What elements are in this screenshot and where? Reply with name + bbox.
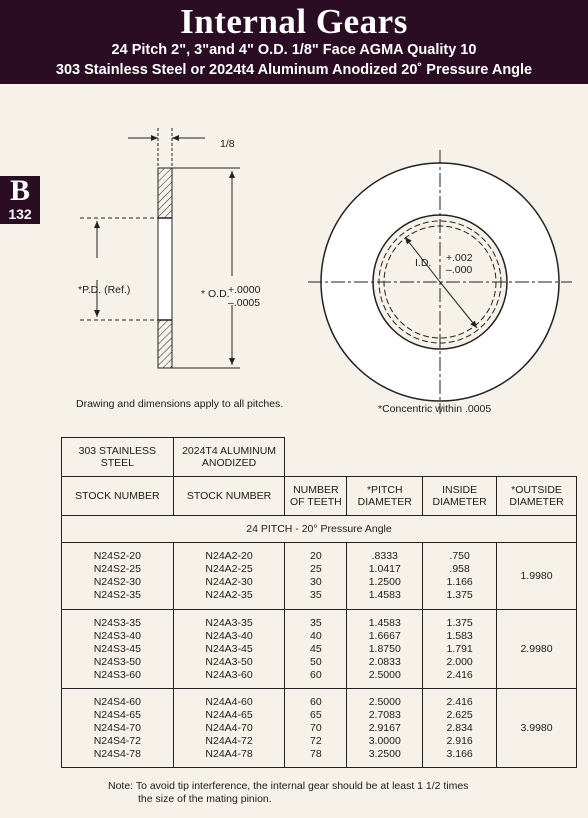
cell-value: 2.625 [446,708,473,721]
cell-value: N24A3-50 [205,655,253,668]
cell-value: 70 [310,721,322,734]
cell-value: N24S4-70 [93,721,141,734]
od-tolerance-plus: +.0000 [228,284,261,296]
gear-spec-table [61,437,577,768]
cell-value: N24S3-35 [93,616,141,629]
cell-value: .958 [449,563,470,575]
cell-value: N24A4-72 [205,734,253,747]
cell-value: 2.416 [446,695,473,708]
section-page-number: 132 [8,206,32,222]
cell-value: 3.2500 [368,747,401,760]
cell-value: N24S3-50 [93,655,141,668]
col-header-al-stock: STOCK NUMBER [173,477,285,516]
cell-value: 40 [310,629,322,642]
cell-value: 1.791 [446,642,473,655]
ss-stock-cell [62,610,174,689]
id-tolerance-plus: +.002 [446,252,473,264]
pitch-row [62,516,577,543]
page-title: Internal Gears [180,2,408,41]
cell-value: N24S3-60 [93,668,141,681]
cell-value: 3.0000 [368,734,401,747]
cell-value: N24S4-65 [93,708,141,721]
pitch-label: 24 PITCH - 20° Pressure Angle [62,516,577,543]
cell-value: 1.166 [446,576,473,588]
cell-value: N24A3-45 [205,642,253,655]
inside-diameter-cell [423,689,497,768]
pitch-diameter-cell [347,689,423,768]
outside-diameter-cell: 2.9980 [497,610,577,689]
ss-stock-cell [62,543,174,610]
pitch-diameter-cell [347,610,423,689]
od-tolerance-minus: –.0005 [228,297,261,309]
cell-value: 1.2500 [368,576,401,588]
cell-value: N24S4-60 [93,695,141,708]
cell-value: N24A4-78 [205,747,253,760]
cell-value: N24S3-40 [93,629,141,642]
cell-value: 1.375 [446,589,473,601]
col-header-inside-diameter: INSIDE DIAMETER [423,477,497,516]
teeth-cell [285,610,347,689]
cell-value: 2.000 [446,655,473,668]
cell-value: 2.5000 [368,668,401,681]
cell-value: 25 [310,563,322,575]
tip-interference-note [108,780,469,806]
al-stock-cell [173,543,285,610]
cell-value: 1.6667 [368,629,401,642]
cell-value: N24S2-30 [93,576,141,588]
inside-diameter-label: I.D. [415,257,432,269]
cell-value: 60 [310,695,322,708]
spec-subtitle-line-2: 303 Stainless Steel or 2024t4 Aluminum Anodized 20˚ Pressure Angle [55,62,533,78]
cell-value: N24A2-20 [205,550,253,562]
cell-value: N24S2-35 [93,589,141,601]
cell-value: N24A2-25 [205,563,253,575]
id-tolerance-minus: –.000 [446,264,473,276]
cell-value: .750 [449,550,470,562]
cell-value: 30 [310,576,322,588]
cell-value: 2.416 [446,668,473,681]
cell-value: N24S4-72 [93,734,141,747]
cell-value: 1.8750 [368,642,401,655]
cell-value: 1.583 [446,629,473,642]
outside-diameter-label: * O.D. [201,288,230,300]
cell-value: 3.166 [446,747,473,760]
outside-diameter-cell: 3.9980 [497,689,577,768]
al-stock-cell [173,610,285,689]
cell-value: 65 [310,708,322,721]
teeth-cell [285,543,347,610]
cell-value: 72 [310,734,322,747]
front-view-ring [308,150,572,414]
material-header-aluminum: 2024T4 ALUMINUM ANODIZED [173,438,285,477]
cell-value: N24S3-45 [93,642,141,655]
cell-value: N24A4-65 [205,708,253,721]
table-row [62,689,577,768]
gear-drawing [0,84,588,414]
cell-value: 60 [310,668,322,681]
cell-value: 2.0833 [368,655,401,668]
col-header-ss-stock: STOCK NUMBER [62,477,174,516]
cell-value: 20 [310,550,322,562]
concentric-note: *Concentric within .0005 [378,403,492,415]
side-section-view [80,128,240,368]
cell-value: 2.916 [446,734,473,747]
pitch-diameter-cell [347,543,423,610]
cell-value: 45 [310,642,322,655]
drawing-caption: Drawing and dimensions apply to all pitches. [76,398,284,410]
cell-value: 78 [310,747,322,760]
cell-value: 1.4583 [368,589,401,601]
pitch-diameter-label: *P.D. (Ref.) [78,284,131,296]
cell-value: 2.7083 [368,708,401,721]
page-header [0,0,588,84]
cell-value: N24A2-35 [205,589,253,601]
cell-value: 2.5000 [368,695,401,708]
cell-value: N24A3-35 [205,616,253,629]
cell-value: 1.0417 [368,563,401,575]
col-header-pitch-diameter: *PITCH DIAMETER [347,477,423,516]
note-line-2: the size of the mating pinion. [138,793,272,805]
cell-value: 35 [310,616,322,629]
ss-stock-cell [62,689,174,768]
spec-subtitle-line-1: 24 Pitch 2", 3"and 4" O.D. 1/8" Face AGMA Quality 10 [111,42,477,58]
cell-value: 35 [310,589,322,601]
cell-value: N24S2-20 [93,550,141,562]
note-line-1: Note: To avoid tip interference, the internal gear should be at least 1 1/2 times [108,780,469,792]
inside-diameter-cell [423,543,497,610]
cell-value: N24A2-30 [205,576,253,588]
cell-value: N24A3-40 [205,629,253,642]
cell-value: 1.4583 [368,616,401,629]
table-row [62,610,577,689]
cell-value: 50 [310,655,322,668]
cell-value: .8333 [371,550,398,562]
face-width-label: 1/8 [220,138,235,150]
cell-value: N24A4-60 [205,695,253,708]
col-header-teeth: NUMBER OF TEETH [285,477,347,516]
column-header-row [62,477,577,516]
cell-value: 1.375 [446,616,473,629]
outside-diameter-cell: 1.9980 [497,543,577,610]
teeth-cell [285,689,347,768]
section-letter: B [9,174,30,207]
cell-value: 2.9167 [368,721,401,734]
cell-value: N24S2-25 [93,563,141,575]
table-row [62,543,577,610]
material-header-stainless: 303 STAINLESS STEEL [62,438,174,477]
al-stock-cell [173,689,285,768]
cell-value: N24S4-78 [93,747,141,760]
cell-value: N24A3-60 [205,668,253,681]
material-header-row [62,438,577,477]
cell-value: N24A4-70 [205,721,253,734]
inside-diameter-cell [423,610,497,689]
cell-value: 2.834 [446,721,473,734]
col-header-outside-diameter: *OUTSIDE DIAMETER [497,477,577,516]
